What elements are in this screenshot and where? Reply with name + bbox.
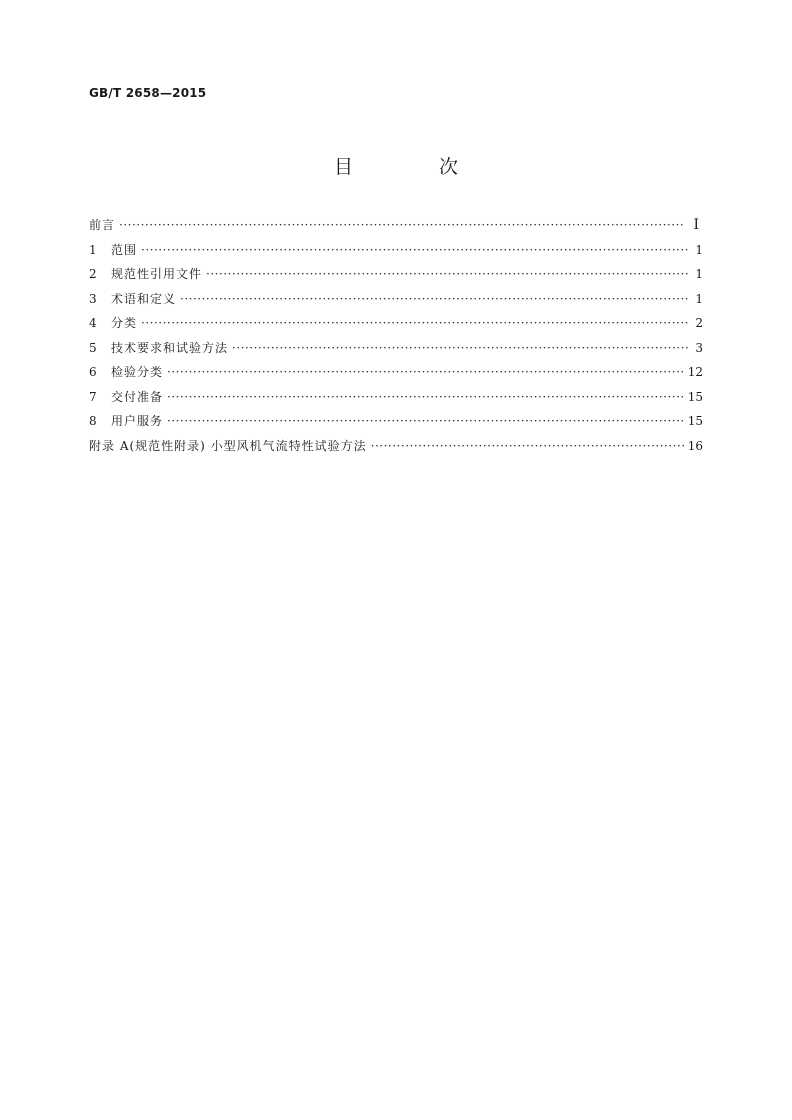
toc-entry-number: 8 xyxy=(89,414,97,428)
toc-entry-page: 15 xyxy=(687,414,703,428)
dot-leader xyxy=(141,243,689,257)
toc-entry-label: 技术要求和试验方法 xyxy=(111,340,229,355)
toc-entry-label: 附录 A(规范性附录) 小型风机气流特性试验方法 xyxy=(89,438,367,453)
toc-entry-label: 用户服务 xyxy=(111,414,164,428)
toc-entry-classification[interactable] xyxy=(89,314,703,339)
toc-entry-page: 1 xyxy=(695,242,703,257)
page-title: 目 次 xyxy=(333,156,499,178)
toc-entry-scope[interactable] xyxy=(89,241,703,266)
toc-entry-inspection[interactable] xyxy=(89,363,703,388)
toc-entry-requirements[interactable] xyxy=(89,339,703,364)
toc-entry-page: 1 xyxy=(695,267,703,281)
toc-entry-label: 术语和定义 xyxy=(111,291,177,306)
dot-leader xyxy=(167,390,684,404)
table-of-contents xyxy=(89,216,703,461)
dot-leader xyxy=(167,414,684,428)
toc-entry-delivery[interactable] xyxy=(89,388,703,413)
document-code: GB/T 2658—2015 xyxy=(89,86,207,100)
toc-entry-number: 6 xyxy=(89,365,97,379)
toc-entry-label: 规范性引用文件 xyxy=(111,267,203,281)
toc-entry-page: 2 xyxy=(695,316,703,330)
toc-entry-foreword[interactable] xyxy=(89,216,703,241)
toc-entry-page: 1 xyxy=(695,291,703,306)
dot-leader xyxy=(119,218,685,232)
toc-entry-number: 7 xyxy=(89,389,97,404)
toc-entry-number: 4 xyxy=(89,316,97,330)
dot-leader xyxy=(141,316,689,330)
toc-entry-number: 3 xyxy=(89,291,97,306)
toc-entry-normative-references[interactable] xyxy=(89,265,703,290)
toc-entry-page: 12 xyxy=(687,365,703,379)
dot-leader xyxy=(371,439,684,453)
toc-entry-label: 分类 xyxy=(111,316,138,330)
toc-entry-number: 1 xyxy=(89,242,97,257)
toc-entry-terms[interactable] xyxy=(89,290,703,315)
toc-entry-page: Ⅰ xyxy=(693,217,699,233)
toc-entry-label: 检验分类 xyxy=(111,365,164,379)
dot-leader xyxy=(167,365,684,379)
toc-entry-service[interactable] xyxy=(89,412,703,437)
dot-leader xyxy=(206,267,689,281)
toc-entry-label: 前言 xyxy=(89,218,116,232)
dot-leader xyxy=(232,341,689,355)
toc-entry-page: 15 xyxy=(687,389,703,404)
toc-entry-number: 2 xyxy=(89,267,97,281)
dot-leader xyxy=(180,292,689,306)
toc-entry-page: 16 xyxy=(687,438,703,453)
toc-entry-label: 范围 xyxy=(111,242,138,257)
toc-entry-label: 交付准备 xyxy=(111,389,164,404)
toc-entry-appendix-a[interactable] xyxy=(89,437,703,462)
toc-entry-number: 5 xyxy=(89,340,97,355)
toc-entry-page: 3 xyxy=(695,340,703,355)
